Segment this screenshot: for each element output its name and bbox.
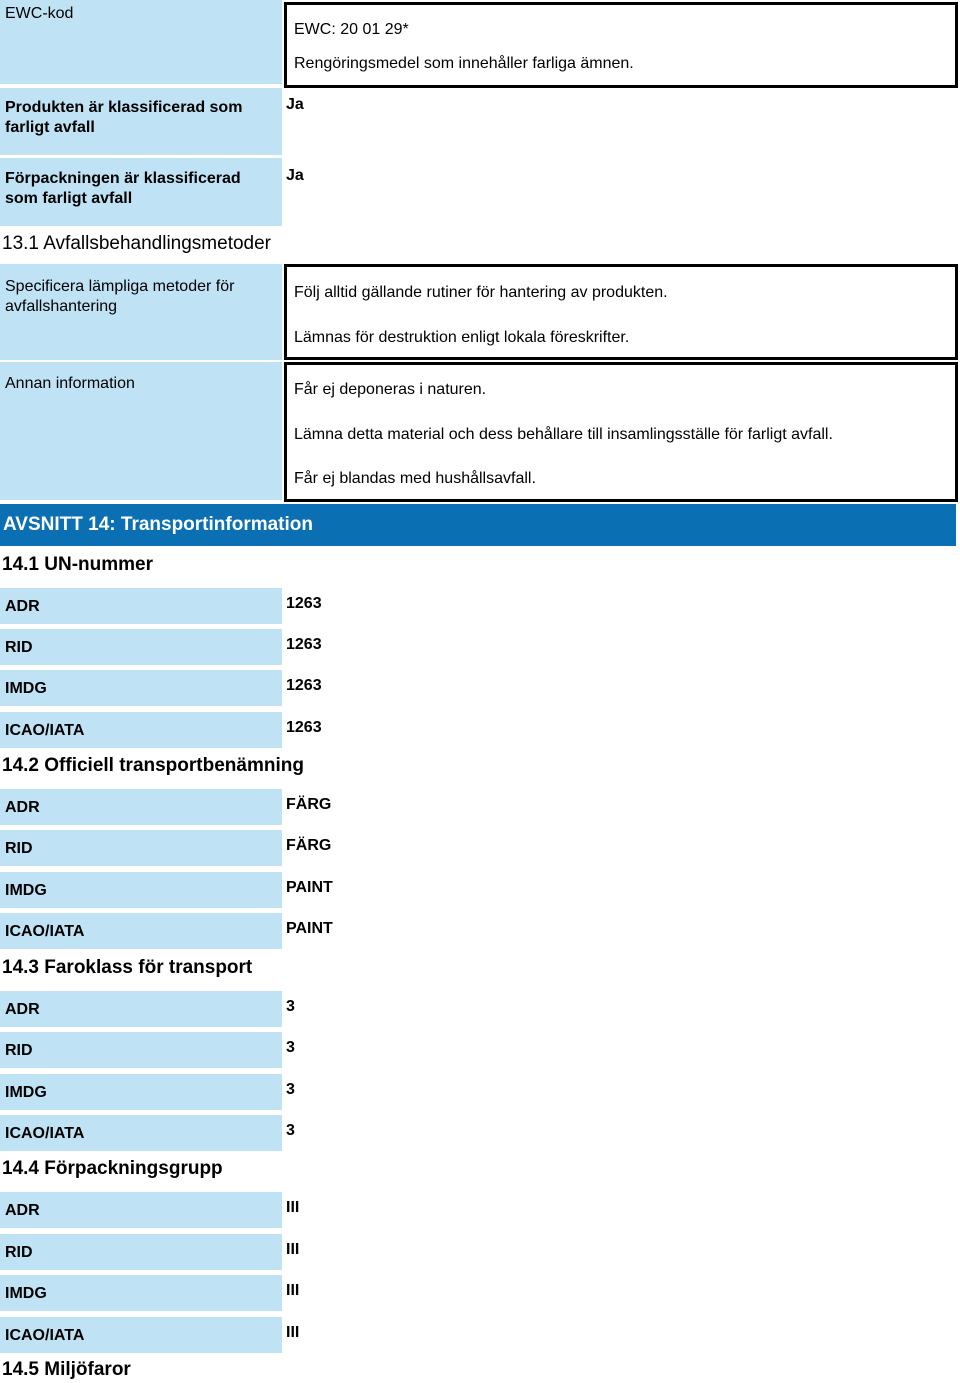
class-imdg-value: 3 — [286, 1081, 295, 1098]
other-info-line-2: Lämna detta material och dess behållare till insamlingsställe för farligt avfall. — [294, 426, 833, 443]
name-adr-label: ADR — [0, 789, 282, 825]
class-icao-value: 3 — [286, 1122, 295, 1139]
un-rid-value: 1263 — [286, 636, 322, 653]
disposal-methods-label-line2: avfallshantering — [5, 298, 118, 315]
hazard-class-heading: 14.3 Faroklass för transport — [2, 957, 253, 978]
name-icao-value: PAINT — [286, 920, 333, 937]
other-info-line-1: Får ej deponeras i naturen. — [294, 381, 487, 398]
name-rid-value: FÄRG — [286, 837, 332, 854]
un-imdg-value: 1263 — [286, 677, 322, 694]
pg-imdg-value: III — [286, 1282, 300, 1299]
pg-rid-label: RID — [0, 1234, 282, 1270]
class-icao-label: ICAO/IATA — [0, 1115, 282, 1151]
class-adr-value: 3 — [286, 998, 295, 1015]
un-number-heading: 14.1 UN-nummer — [2, 554, 153, 575]
section-14-bar — [0, 504, 956, 546]
packing-group-heading: 14.4 Förpackningsgrupp — [2, 1158, 223, 1179]
disposal-methods-box — [284, 264, 958, 360]
name-imdg-value: PAINT — [286, 879, 333, 896]
disposal-method-line-2: Lämnas för destruktion enligt lokala föreskrifter. — [294, 329, 630, 346]
pg-imdg-label: IMDG — [0, 1275, 282, 1311]
un-adr-label: ADR — [0, 588, 282, 624]
name-imdg-label: IMDG — [0, 872, 282, 908]
class-rid-label: RID — [0, 1032, 282, 1068]
hazardous-product-label-line1: Produkten är klassificerad som — [5, 99, 243, 116]
environmental-hazards-heading: 14.5 Miljöfaror — [2, 1359, 131, 1380]
disposal-methods-label-line1: Specificera lämpliga metoder för — [5, 278, 235, 295]
other-info-line-3: Får ej blandas med hushållsavfall. — [294, 470, 536, 487]
section-13-1-heading: 13.1 Avfallsbehandlingsmetoder — [2, 233, 272, 254]
other-info-label-text: Annan information — [5, 375, 135, 392]
hazardous-product-label — [0, 88, 282, 155]
name-rid-label: RID — [0, 830, 282, 866]
hazardous-packaging-label-line1: Förpackningen är klassificerad — [5, 170, 241, 187]
pg-icao-value: III — [286, 1324, 300, 1341]
section-14-title: AVSNITT 14: Transportinformation — [3, 514, 314, 535]
ewc-value-box — [284, 2, 958, 88]
un-adr-value: 1263 — [286, 595, 322, 612]
hazardous-packaging-value: Ja — [286, 167, 304, 184]
disposal-methods-label — [0, 264, 282, 360]
hazardous-packaging-label — [0, 158, 282, 226]
disposal-method-line-1: Följ alltid gällande rutiner för hantering av produkten. — [294, 284, 668, 301]
pg-adr-value: III — [286, 1199, 300, 1216]
ewc-description: Rengöringsmedel som innehåller farliga ämnen. — [294, 55, 634, 72]
un-imdg-label: IMDG — [0, 670, 282, 706]
un-rid-label: RID — [0, 629, 282, 665]
ewc-code: EWC: 20 01 29* — [294, 21, 409, 38]
class-imdg-label: IMDG — [0, 1074, 282, 1110]
name-adr-value: FÄRG — [286, 796, 332, 813]
hazardous-packaging-label-line2: som farligt avfall — [5, 190, 133, 207]
un-icao-value: 1263 — [286, 719, 322, 736]
pg-rid-value: III — [286, 1241, 300, 1258]
hazardous-product-label-line2: farligt avfall — [5, 119, 95, 136]
ewc-label — [0, 0, 282, 84]
other-info-box — [284, 362, 958, 502]
pg-adr-label: ADR — [0, 1192, 282, 1228]
other-info-label — [0, 362, 282, 500]
hazardous-product-value: Ja — [286, 96, 304, 113]
shipping-name-heading: 14.2 Officiell transportbenämning — [2, 755, 304, 776]
name-icao-label: ICAO/IATA — [0, 913, 282, 949]
un-icao-label: ICAO/IATA — [0, 712, 282, 748]
ewc-label-text: EWC-kod — [5, 5, 74, 22]
pg-icao-label: ICAO/IATA — [0, 1317, 282, 1353]
class-adr-label: ADR — [0, 991, 282, 1027]
class-rid-value: 3 — [286, 1039, 295, 1056]
